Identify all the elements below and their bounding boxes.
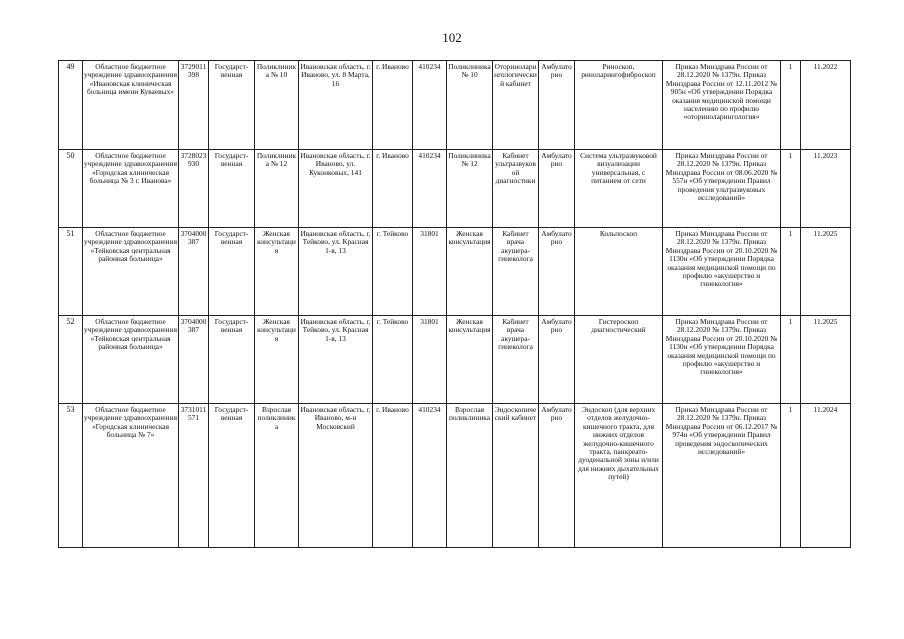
structural-unit: Поликлиника № 12 bbox=[255, 150, 299, 228]
ownership-form: Государст-венная bbox=[209, 61, 255, 150]
address: Ивановская область, г. Иваново, ул. 8 Марта, 16 bbox=[299, 61, 373, 150]
equipment-name: Риноскоп, риноларингофиброскоп bbox=[575, 61, 663, 150]
structural-unit: Женская консультация bbox=[255, 228, 299, 316]
cabinet: Эндоскопический кабинет bbox=[493, 404, 539, 548]
organization-name: Областное бюджетное учреждение здравоохранения «Тейковская центральная районная больница» bbox=[83, 316, 179, 404]
equipment-name: Эндоскоп (для верхних отделов желудочно-кишечного тракта, для нижних отделов желудочно-кишечного тракта, панкреато-дуоденальной зоны и/или для нижних дыхательных путей) bbox=[575, 404, 663, 548]
cabinet: Кабинет врача акушера-гинеколога bbox=[493, 228, 539, 316]
city: г. Иваново bbox=[373, 61, 413, 150]
quantity: 1 bbox=[781, 404, 801, 548]
row-number: 53 bbox=[59, 404, 83, 548]
structural-unit: Взрослая поликлиника bbox=[255, 404, 299, 548]
equipment-table bbox=[58, 60, 851, 548]
table-row bbox=[59, 316, 851, 404]
ownership-form: Государст-венная bbox=[209, 404, 255, 548]
table-row bbox=[59, 150, 851, 228]
regulation-order: Приказ Минздрава России от 28.12.2020 № 1379н. Приказ Минздрава России от 20.10.2020 № 1130н «Об утверждении Порядка оказания медицинской помощи по профилю «акушерство и гинекология» bbox=[663, 228, 781, 316]
planned-date: 11.2025 bbox=[801, 228, 851, 316]
row-number: 49 bbox=[59, 61, 83, 150]
care-condition: Амбулаторно bbox=[539, 150, 575, 228]
planned-date: 11.2025 bbox=[801, 316, 851, 404]
territory-code: 410234 bbox=[413, 404, 447, 548]
city: г. Иваново bbox=[373, 404, 413, 548]
quantity: 1 bbox=[781, 228, 801, 316]
cabinet: Кабинет врача акушера-гинеколога bbox=[493, 316, 539, 404]
care-condition: Амбулаторно bbox=[539, 61, 575, 150]
regulation-order: Приказ Минздрава России от 28.12.2020 № 1379н. Приказ Минздрава России от 12.11.2012 № 905н «Об утверждении Порядка оказания медицинской помощи населению по профилю «оториноларингология» bbox=[663, 61, 781, 150]
organization-name: Областное бюджетное учреждение здравоохранения «Городская клиническая больница № 3 г. Иванова» bbox=[83, 150, 179, 228]
structural-unit: Женская консультация bbox=[255, 316, 299, 404]
equipment-name: Система ультразвуковой визуализации универсальная, с питанием от сети bbox=[575, 150, 663, 228]
table-row bbox=[59, 228, 851, 316]
care-condition: Амбулаторно bbox=[539, 228, 575, 316]
organization-name: Областное бюджетное учреждение здравоохранения «Ивановская клиническая больница имени Куваевых» bbox=[83, 61, 179, 150]
ownership-form: Государст-венная bbox=[209, 228, 255, 316]
row-number: 51 bbox=[59, 228, 83, 316]
organization-code: 3728023930 bbox=[179, 150, 209, 228]
table-row bbox=[59, 404, 851, 548]
quantity: 1 bbox=[781, 150, 801, 228]
regulation-order: Приказ Минздрава России от 28.12.2020 № 1379н. Приказ Минздрава России от 08.06.2020 № 557н «Об утверждении Правил проведения ультразвуковых исследований» bbox=[663, 150, 781, 228]
equipment-name: Гистероскоп диагностический bbox=[575, 316, 663, 404]
equipment-name: Кольпоскоп bbox=[575, 228, 663, 316]
care-condition: Амбулаторно bbox=[539, 404, 575, 548]
page-number: 102 bbox=[442, 30, 462, 45]
cabinet: Оториноларингологический кабинет bbox=[493, 61, 539, 150]
city: г. Тейково bbox=[373, 228, 413, 316]
division: Взрослая поликлиника bbox=[447, 404, 493, 548]
organization-code: 3704000387 bbox=[179, 228, 209, 316]
table-row bbox=[59, 61, 851, 150]
territory-code: 410234 bbox=[413, 150, 447, 228]
division: Поликлиника № 12 bbox=[447, 150, 493, 228]
planned-date: 11.2022 bbox=[801, 61, 851, 150]
territory-code: 31801 bbox=[413, 316, 447, 404]
regulation-order: Приказ Минздрава России от 28.12.2020 № 1379н. Приказ Минздрава России от 20.10.2020 № 1130н «Об утверждении Порядка оказания медицинской помощи по профилю «акушерство и гинекология» bbox=[663, 316, 781, 404]
division: Женская консультация bbox=[447, 228, 493, 316]
planned-date: 11.2024 bbox=[801, 404, 851, 548]
address: Ивановская область, г. Иваново, ул. Куконковых, 141 bbox=[299, 150, 373, 228]
division: Женская консультация bbox=[447, 316, 493, 404]
city: г. Иваново bbox=[373, 150, 413, 228]
city: г. Тейково bbox=[373, 316, 413, 404]
quantity: 1 bbox=[781, 316, 801, 404]
organization-name: Областное бюджетное учреждение здравоохранения «Городская клиническая больница № 7» bbox=[83, 404, 179, 548]
organization-code: 3729011398 bbox=[179, 61, 209, 150]
organization-code: 3704000387 bbox=[179, 316, 209, 404]
regulation-order: Приказ Минздрава России от 28.12.2020 № 1379н. Приказ Минздрава России от 06.12.2017 № 974н «Об утверждении Правил проведения эндоскопических исследований» bbox=[663, 404, 781, 548]
structural-unit: Поликлиника № 10 bbox=[255, 61, 299, 150]
care-condition: Амбулаторно bbox=[539, 316, 575, 404]
cabinet: Кабинет ультразвуковой диагностики bbox=[493, 150, 539, 228]
division: Поликлиника № 10 bbox=[447, 61, 493, 150]
organization-code: 3731011571 bbox=[179, 404, 209, 548]
address: Ивановская область, г. Тейково, ул. Красная 1-я, 13 bbox=[299, 316, 373, 404]
address: Ивановская область, г. Иваново, м-н Московский bbox=[299, 404, 373, 548]
planned-date: 11.2023 bbox=[801, 150, 851, 228]
organization-name: Областное бюджетное учреждение здравоохранения «Тейковская центральная районная больница» bbox=[83, 228, 179, 316]
territory-code: 410234 bbox=[413, 61, 447, 150]
ownership-form: Государст-венная bbox=[209, 316, 255, 404]
ownership-form: Государст-венная bbox=[209, 150, 255, 228]
quantity: 1 bbox=[781, 61, 801, 150]
row-number: 50 bbox=[59, 150, 83, 228]
territory-code: 31801 bbox=[413, 228, 447, 316]
address: Ивановская область, г. Тейково, ул. Красная 1-я, 13 bbox=[299, 228, 373, 316]
row-number: 52 bbox=[59, 316, 83, 404]
